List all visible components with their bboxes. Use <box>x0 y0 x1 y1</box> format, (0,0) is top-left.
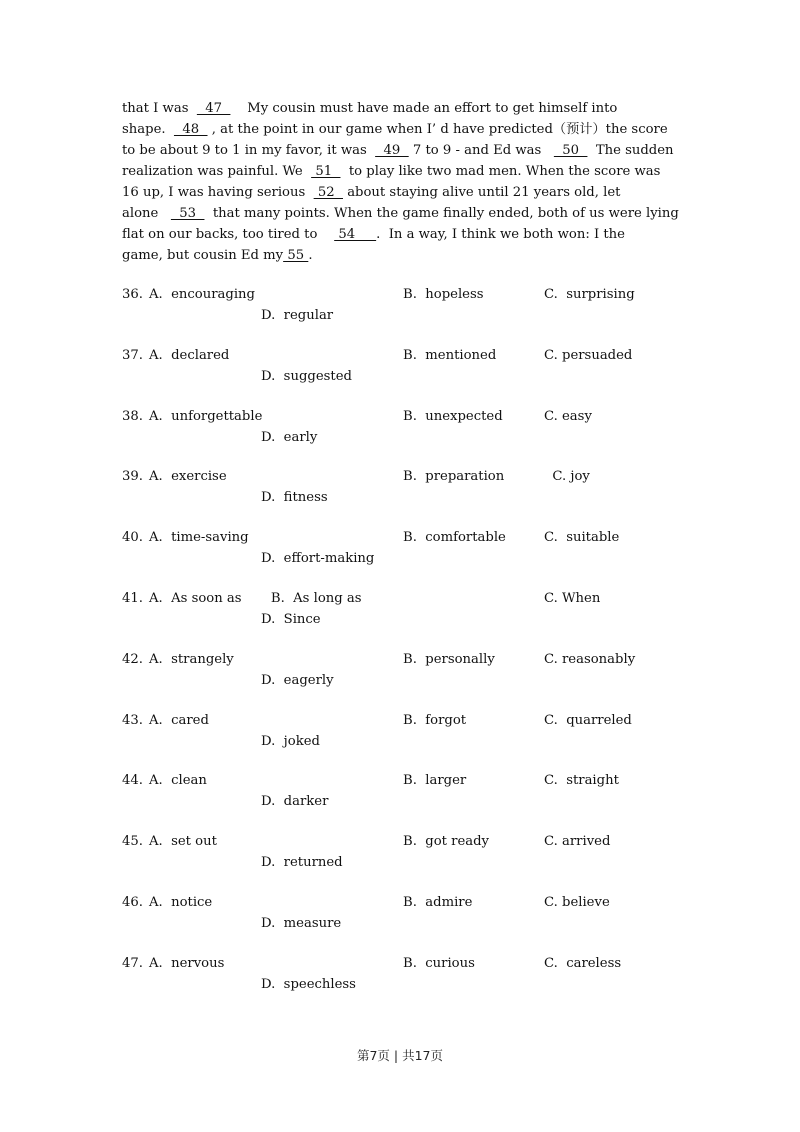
option-c: C. quarreled <box>544 712 632 728</box>
question-number: 47. <box>122 955 143 971</box>
question-item <box>122 588 682 630</box>
question-number: 37. <box>122 347 143 363</box>
question-number: 43. <box>122 712 143 728</box>
passage-line <box>122 182 722 203</box>
option-a: A. set out <box>149 834 217 850</box>
question-item <box>122 831 682 873</box>
passage-text: alone <box>122 206 171 221</box>
passage-line <box>122 140 722 161</box>
question-number: 40. <box>122 530 143 546</box>
passage-text: game, but cousin Ed my <box>122 248 284 263</box>
question-item <box>122 953 682 995</box>
option-b: B. unexpected <box>403 408 503 424</box>
option-c: C. easy <box>544 408 592 424</box>
question-number: 38. <box>122 408 143 424</box>
passage-text: . <box>308 248 313 263</box>
option-b: B. preparation <box>403 469 505 485</box>
option-c: C. careless <box>544 955 622 971</box>
passage-line <box>122 224 722 245</box>
option-d: D. measure <box>261 916 342 931</box>
question-item <box>122 892 682 934</box>
passage-text: that many points. When the game finally ended, both of us were lying <box>204 206 679 221</box>
option-a: A. nervous <box>149 955 225 971</box>
option-a: A. cared <box>149 712 209 728</box>
passage-line <box>122 119 722 140</box>
option-d: D. eagerly <box>261 672 334 688</box>
passage-text: , at the point in our game when I’ d have predicted（预计）the score <box>207 122 668 137</box>
option-a: A. As soon as B. As long as <box>149 591 362 606</box>
option-b: B. curious <box>403 955 475 971</box>
question-item <box>122 466 682 508</box>
question-item <box>122 345 682 387</box>
passage-line <box>122 161 722 182</box>
passage-text: My cousin must have made an effort to get himself into <box>230 101 618 116</box>
question-number: 41. <box>122 591 143 606</box>
option-b: B. hopeless <box>403 287 484 302</box>
passage-line <box>122 98 722 119</box>
option-d: D. early <box>261 429 318 445</box>
passage-text: that I was <box>122 101 197 116</box>
question-number: 46. <box>122 895 143 910</box>
option-d: D. speechless <box>261 976 356 992</box>
option-d: D. effort-making <box>261 551 375 567</box>
option-c: C. reasonably <box>544 651 636 667</box>
page-footer: 第7页 | 共17页 <box>356 1048 444 1063</box>
option-b: B. got ready <box>403 834 490 850</box>
option-a: A. unforgettable <box>149 408 263 424</box>
passage-text: . In a way, I think we both won: I the <box>376 227 625 242</box>
passage-text: The sudden <box>587 143 674 158</box>
passage-text: shape. <box>122 122 174 137</box>
answer-blank: 50 <box>553 143 588 158</box>
question-number: 39. <box>122 469 143 485</box>
passage-text: 16 up, I was having serious <box>122 185 314 200</box>
option-c: C. suitable <box>544 530 620 546</box>
question-number: 45. <box>122 834 143 850</box>
option-b: B. comfortable <box>403 530 506 546</box>
question-item <box>122 770 682 812</box>
option-d: D. fitness <box>261 490 328 506</box>
answer-blank: 54 <box>334 227 377 242</box>
option-a: A. time-saving <box>149 530 249 546</box>
option-b: B. mentioned <box>403 347 497 363</box>
answer-blank: 47 <box>196 101 231 116</box>
option-b: B. larger <box>403 773 467 789</box>
answer-blank: 53 <box>170 206 205 221</box>
question-number: 44. <box>122 773 143 789</box>
option-c: C. joy <box>544 469 590 485</box>
option-d: D. regular <box>261 308 334 323</box>
option-d: D. darker <box>261 794 329 810</box>
option-a: A. notice <box>149 895 213 910</box>
option-a: A. declared <box>149 347 230 363</box>
passage-text: realization was painful. We <box>122 164 312 179</box>
option-d: D. suggested <box>261 368 352 384</box>
passage-line <box>122 203 722 224</box>
answer-blank: 49 <box>375 143 409 158</box>
option-b: B. personally <box>403 651 495 667</box>
passage-text: to play like two mad men. When the score was <box>340 164 661 179</box>
option-d: D. returned <box>261 855 343 871</box>
option-a: A. exercise <box>149 469 227 485</box>
option-d: D. Since <box>261 612 321 627</box>
answer-blank: 55 <box>283 248 309 263</box>
passage-text: about staying alive until 21 years old, let <box>343 185 621 200</box>
question-item <box>122 284 682 326</box>
answer-blank: 48 <box>173 122 208 137</box>
option-c: C. straight <box>544 773 619 789</box>
passage-text: flat on our backs, too tired to <box>122 227 335 242</box>
cloze-passage <box>122 98 722 266</box>
option-c: C. surprising <box>544 287 635 302</box>
answer-blank: 51 <box>311 164 341 179</box>
question-item <box>122 710 682 752</box>
option-c: C. When <box>544 591 601 606</box>
question-number: 42. <box>122 651 143 667</box>
option-a: A. encouraging <box>149 287 255 302</box>
option-c: C. persuaded <box>544 347 633 363</box>
option-c: C. believe <box>544 895 610 910</box>
question-item <box>122 406 682 448</box>
passage-text: 7 to 9 - and Ed was <box>408 143 554 158</box>
option-a: A. clean <box>149 773 207 789</box>
option-b: B. admire <box>403 895 473 910</box>
option-a: A. strangely <box>149 651 234 667</box>
passage-line <box>122 245 722 266</box>
option-b: B. forgot <box>403 712 467 728</box>
question-item <box>122 527 682 569</box>
option-d: D. joked <box>261 733 320 749</box>
answer-blank: 52 <box>313 185 343 200</box>
question-number: 36. <box>122 287 143 302</box>
option-c: C. arrived <box>544 834 611 850</box>
passage-text: to be about 9 to 1 in my favor, it was <box>122 143 376 158</box>
question-item <box>122 649 682 691</box>
